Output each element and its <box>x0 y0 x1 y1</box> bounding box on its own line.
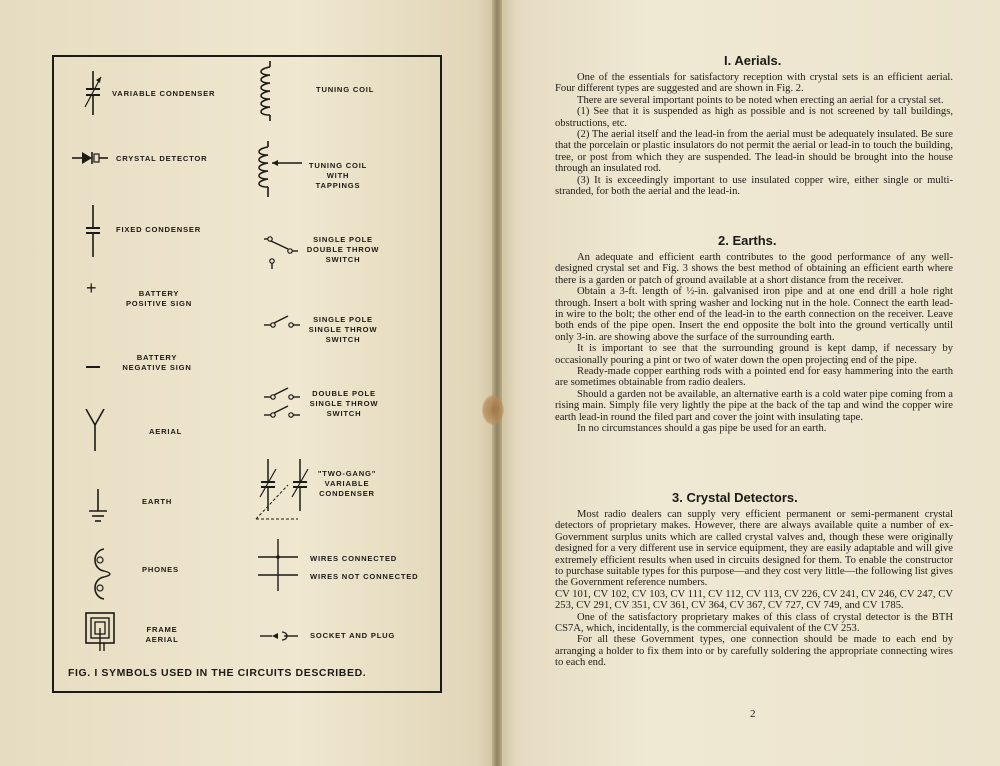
crystal-detector-icon <box>72 149 108 167</box>
paragraph: There are several important points to be noted when erecting an aerial for a crystal set. <box>577 94 944 106</box>
paragraph: Should a garden not be available, an alternative earth is a cold water pipe coming from a rising main. Simply file very lightly the pipe at the back of the tap and wind the copper wire earth lead-in round the filed part and cover the joint with insulating tape. <box>555 388 953 423</box>
wires-not-connected-label: WIRES NOT CONNECTED <box>310 572 419 581</box>
dpst-switch-icon <box>264 385 302 421</box>
plus-icon: + <box>86 278 98 298</box>
paragraph: For all these Government types, one connection should be made to each end by arranging a holder to fix them into or by carefully soldering the appropriate connecting wires to each end. <box>555 634 953 669</box>
crystal-detector-label: CRYSTAL DETECTOR <box>116 154 208 163</box>
frame-aerial-label: FRAME AERIAL <box>145 625 179 644</box>
wires-icon <box>258 539 298 591</box>
paragraph: Ready-made copper earthing rods with a pointed end for easy hammering into the earth are sometimes obtainable from radio dealers. <box>555 366 953 389</box>
heading-aerials: I. Aerials. <box>724 53 782 68</box>
paragraph: (2) The aerial itself and the lead-in from the aerial must be adequately insulated. Be sure that the porcelain or plastic insulators do not permit the aerial or lead-in to touch the building, tree, or post from which they are suspended. The lead-in should be brought into the house through an insulated rod. <box>555 129 953 175</box>
paragraph: Most radio dealers can supply very efficient permanent or semi-permanent crystal detectors of proprietary makes. However, there are always available quite a number of ex-Government surplus units which are called crystal valves and, though these were originally designed for a very different use in service equipment, they are easily adaptable and will give extremely efficient results when used in circuits designed for them. To enable the constructor to purchase suitable types for this purpose—and they cost very little—the following list gives the Government reference numbers. <box>555 509 953 589</box>
wires-connected-label: WIRES CONNECTED <box>310 554 398 563</box>
spst-switch-icon <box>264 313 302 333</box>
variable-condenser-icon <box>82 71 104 117</box>
paragraph: (1) See that it is suspended as high as possible and is not screened by tall buildings, obstructions, etc. <box>555 106 953 129</box>
frame-aerial-icon <box>84 611 118 653</box>
earth-icon <box>88 489 108 529</box>
socket-plug-icon <box>260 629 300 643</box>
tuning-coil-tappings-icon <box>258 141 304 197</box>
heading-crystal-detectors: 3. Crystal Detectors. <box>672 490 798 505</box>
section-crystal-detectors-text <box>555 509 953 669</box>
phones-label: PHONES <box>142 565 179 574</box>
stain-mark <box>482 395 504 425</box>
section-earths-text <box>555 252 953 435</box>
minus-icon <box>86 366 100 368</box>
socket-plug-label: SOCKET AND PLUG <box>310 631 396 640</box>
tuning-coil-tappings-label: TUNING COIL WITH TAPPINGS <box>308 161 368 190</box>
battery-positive-label: BATTERY POSITIVE SIGN <box>125 289 193 308</box>
tuning-coil-icon <box>260 61 280 121</box>
earth-label: EARTH <box>142 497 173 506</box>
figure-caption: FIG. I SYMBOLS USED IN THE CIRCUITS DESCRIBED. <box>68 667 367 679</box>
dpst-switch-label: DOUBLE POLE SINGLE THROW SWITCH <box>309 389 379 418</box>
spdt-switch-icon <box>264 231 300 273</box>
heading-earths: 2. Earths. <box>718 233 777 248</box>
two-gang-condenser-label: "TWO-GANG" VARIABLE CONDENSER <box>317 469 377 498</box>
variable-condenser-label: VARIABLE CONDENSER <box>112 89 216 98</box>
paragraph: In no circumstances should a gas pipe be used for an earth. <box>577 423 827 435</box>
aerial-icon <box>84 409 106 451</box>
paragraph: (3) It is exceedingly important to use insulated copper wire, either single or multi-stranded, for both the aerial and the lead-in. <box>555 174 953 198</box>
symbols-figure <box>52 55 442 693</box>
paragraph: An adequate and efficient earth contributes to the good performance of any well-designed crystal set and Fig. 3 shows the best method of obtaining an efficient earth where there is a garden or patch of ground available at a short distance from the receiver. <box>555 252 953 286</box>
cv-list: CV 101, CV 102, CV 103, CV 111, CV 112, CV 113, CV 226, CV 241, CV 246, CV 247, CV 253, CV 291, CV 351, CV 361, CV 364, CV 367, CV 727, CV 749, and CV 1785. <box>555 588 953 612</box>
page-number: 2 <box>750 708 756 720</box>
tuning-coil-label: TUNING COIL <box>316 85 375 94</box>
fixed-condenser-icon <box>84 205 102 257</box>
paragraph: One of the satisfactory proprietary makes of this class of crystal detector is the BTH CS7A, which, incidentally, is the commercial equivalent of the CV 253. <box>555 611 953 635</box>
aerial-label: AERIAL <box>149 427 183 436</box>
book-gutter <box>492 0 502 766</box>
spst-switch-label: SINGLE POLE SINGLE THROW SWITCH <box>308 315 378 344</box>
paragraph: One of the essentials for satisfactory reception with crystal sets is an efficient aerial. Four different types are suggested and are shown in Fig. 2. <box>555 72 953 95</box>
two-gang-condenser-icon <box>250 459 314 523</box>
fixed-condenser-label: FIXED CONDENSER <box>116 225 201 234</box>
spdt-switch-label: SINGLE POLE DOUBLE THROW SWITCH <box>306 235 380 264</box>
battery-negative-label: BATTERY NEGATIVE SIGN <box>122 353 192 372</box>
paragraph: It is important to see that the surrounding ground is kept damp, if necessary by occasionally pouring a pint or two of water down the open projecting end of the pipe. <box>555 343 953 366</box>
phones-icon <box>88 545 118 605</box>
section-aerials-text <box>555 72 953 197</box>
paragraph: Obtain a 3-ft. length of ½-in. galvanised iron pipe and at one end drill a hole right through. Insert a bolt with spring washer and locking nut in the hole. Connect the earth lead-in wire to the bolt; the other end of the lead-in to the earth connection on the receiver. Leave both ends of the pipe open. Insert the end opposite the bolt into the ground vertically until only 3-in. are showing above the surface of the surrounding earth. <box>555 286 953 343</box>
